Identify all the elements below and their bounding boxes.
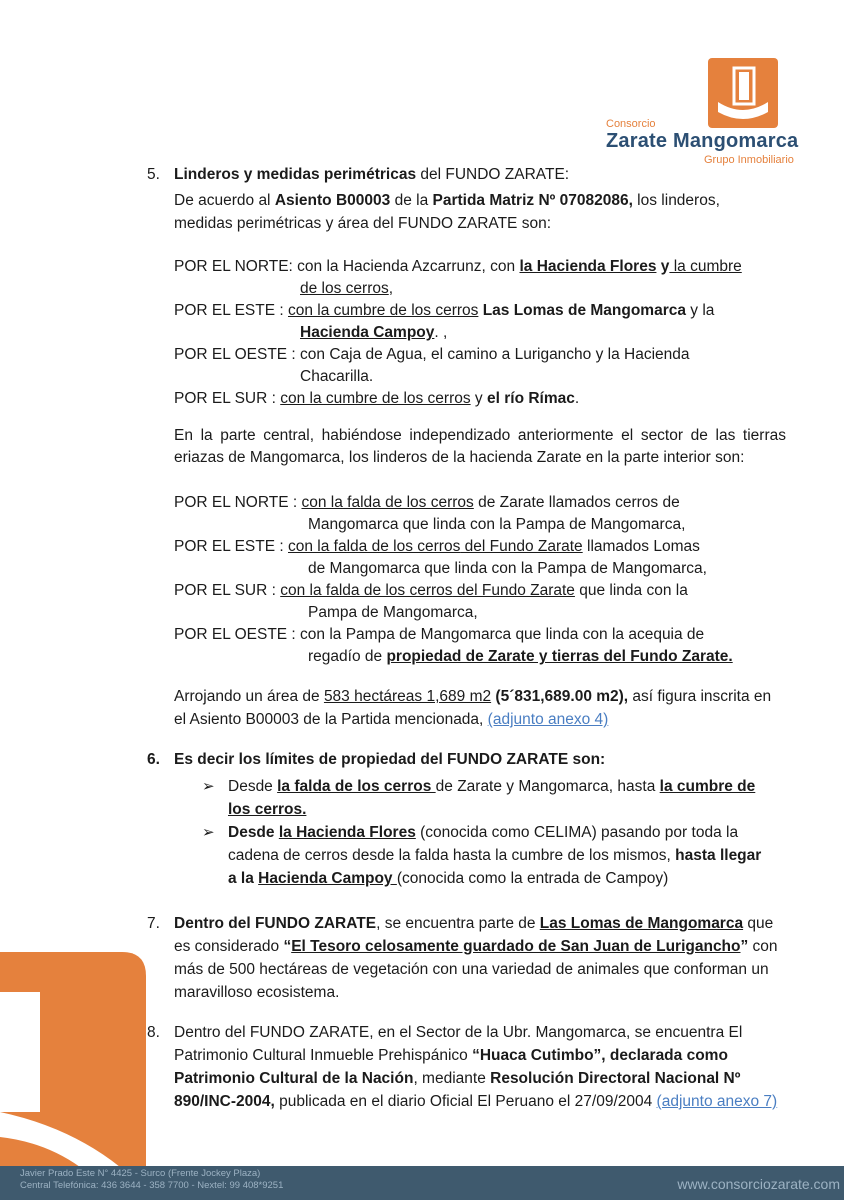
limit-2-line1: Desde la Hacienda Flores (conocida como CELIMA) pasando por toda la: [228, 824, 739, 841]
footer-website[interactable]: www.consorciozarate.com: [677, 1176, 840, 1192]
este-boundary: POR EL ESTE : con la cumbre de los cerros Las Lomas de Mangomarca y la: [174, 302, 715, 319]
section-7-line3: más de 500 hectáreas de vegetación con una variedad de animales que conforman un: [174, 961, 769, 978]
section-8-line2: Patrimonio Cultural Inmueble Prehispánico “Huaca Cutimbo”, declarada como: [174, 1047, 728, 1064]
logo-building-icon: [708, 58, 778, 128]
limit-1-line2: los cerros.: [228, 801, 307, 818]
area-line1: Arrojando un área de 583 hectáreas 1,689 m2 (5´831,689.00 m2), así figura inscrita en: [174, 688, 772, 705]
interior-sur-boundary: POR EL SUR : con la falda de los cerros del Fundo Zarate que linda con la: [174, 582, 688, 599]
interior-este-boundary: POR EL ESTE : con la falda de los cerros del Fundo Zarate llamados Lomas: [174, 538, 700, 555]
annex-7-link[interactable]: (adjunto anexo 7): [656, 1093, 778, 1110]
logo-subtitle-text: Grupo Inmobiliario: [704, 154, 794, 166]
section-6-title: Es decir los límites de propiedad del FUNDO ZARATE son:: [174, 751, 606, 768]
company-logo: [600, 58, 820, 168]
norte-boundary-cont: de los cerros,: [300, 280, 394, 297]
oeste-boundary: POR EL OESTE : con Caja de Agua, el camino a Lurigancho y la Hacienda: [174, 346, 690, 363]
section-7-line4: maravilloso ecosistema.: [174, 984, 340, 1001]
section-5-intro-line2: medidas perimétricas y área del FUNDO ZARATE son:: [174, 215, 551, 232]
logo-consorcio-text: Consorcio: [606, 118, 656, 130]
area-line2: el Asiento B00003 de la Partida mencionada, (adjunto anexo 4): [174, 711, 609, 728]
logo-name-text: Zarate Mangomarca: [606, 130, 799, 152]
este-boundary-cont: Hacienda Campoy. ,: [300, 324, 448, 341]
limit-2-line3: a la Hacienda Campoy (conocida como la entrada de Campoy): [228, 870, 669, 887]
section-8-line1: Dentro del FUNDO ZARATE, en el Sector de la Ubr. Mangomarca, se encuentra El: [174, 1024, 743, 1041]
central-part-paragraph: En la parte central, habiéndose independizado anteriormente el sector de las tierras eriazas de Mangomarca, los linderos de la hacienda Zarate en la parte interior son:: [174, 427, 786, 466]
arrow-bullet-icon: ➢: [202, 824, 215, 841]
footer-phone: Central Telefónica: 436 3644 - 358 7700 - Nextel: 99 408*9251: [20, 1180, 284, 1191]
section-5-number: 5.: [147, 166, 160, 183]
section-5-intro-line1: De acuerdo al Asiento B00003 de la Partida Matriz Nº 07082086, los linderos,: [174, 192, 720, 209]
annex-4-link[interactable]: (adjunto anexo 4): [487, 711, 609, 728]
limit-1-line1: Desde la falda de los cerros de Zarate y Mangomarca, hasta la cumbre de: [228, 778, 756, 795]
arrow-bullet-icon: ➢: [202, 778, 215, 795]
section-8-line3: Patrimonio Cultural de la Nación, mediante Resolución Directoral Nacional Nº: [174, 1070, 741, 1087]
interior-oeste-boundary: POR EL OESTE : con la Pampa de Mangomarca que linda con la acequia de: [174, 626, 705, 643]
section-6-number: 6.: [147, 751, 160, 768]
decorative-corner-graphic: [0, 952, 146, 1167]
section-7-number: 7.: [147, 915, 160, 932]
norte-boundary: POR EL NORTE: con la Hacienda Azcarrunz, con la Hacienda Flores y la cumbre: [174, 258, 742, 275]
limit-2-line2: cadena de cerros desde la falda hasta la cumbre de los mismos, hasta llegar: [228, 847, 762, 864]
interior-norte-cont: Mangomarca que linda con la Pampa de Mangomarca,: [308, 516, 686, 533]
interior-sur-cont: Pampa de Mangomarca,: [308, 604, 478, 621]
footer-bar: [0, 1166, 844, 1200]
interior-oeste-cont: regadío de propiedad de Zarate y tierras del Fundo Zarate.: [308, 648, 733, 665]
sur-boundary: POR EL SUR : con la cumbre de los cerros y el río Rímac.: [174, 390, 580, 407]
section-7-line2: es considerado “El Tesoro celosamente guardado de San Juan de Lurigancho” con: [174, 938, 778, 955]
interior-norte-boundary: POR EL NORTE : con la falda de los cerros de Zarate llamados cerros de: [174, 494, 680, 511]
interior-este-cont: de Mangomarca que linda con la Pampa de Mangomarca,: [308, 560, 707, 577]
section-5-title: Linderos y medidas perimétricas del FUNDO ZARATE:: [174, 166, 570, 183]
oeste-boundary-cont: Chacarilla.: [300, 368, 374, 385]
section-8-line4: 890/INC-2004, publicada en el diario Oficial El Peruano el 27/09/2004 (adjunto anexo 7): [174, 1093, 778, 1110]
section-8-number: 8.: [147, 1024, 160, 1041]
section-7-line1: Dentro del FUNDO ZARATE, se encuentra parte de Las Lomas de Mangomarca que: [174, 915, 774, 932]
footer-address: Javier Prado Este N° 4425 - Surco (Frente Jockey Plaza): [20, 1168, 261, 1179]
